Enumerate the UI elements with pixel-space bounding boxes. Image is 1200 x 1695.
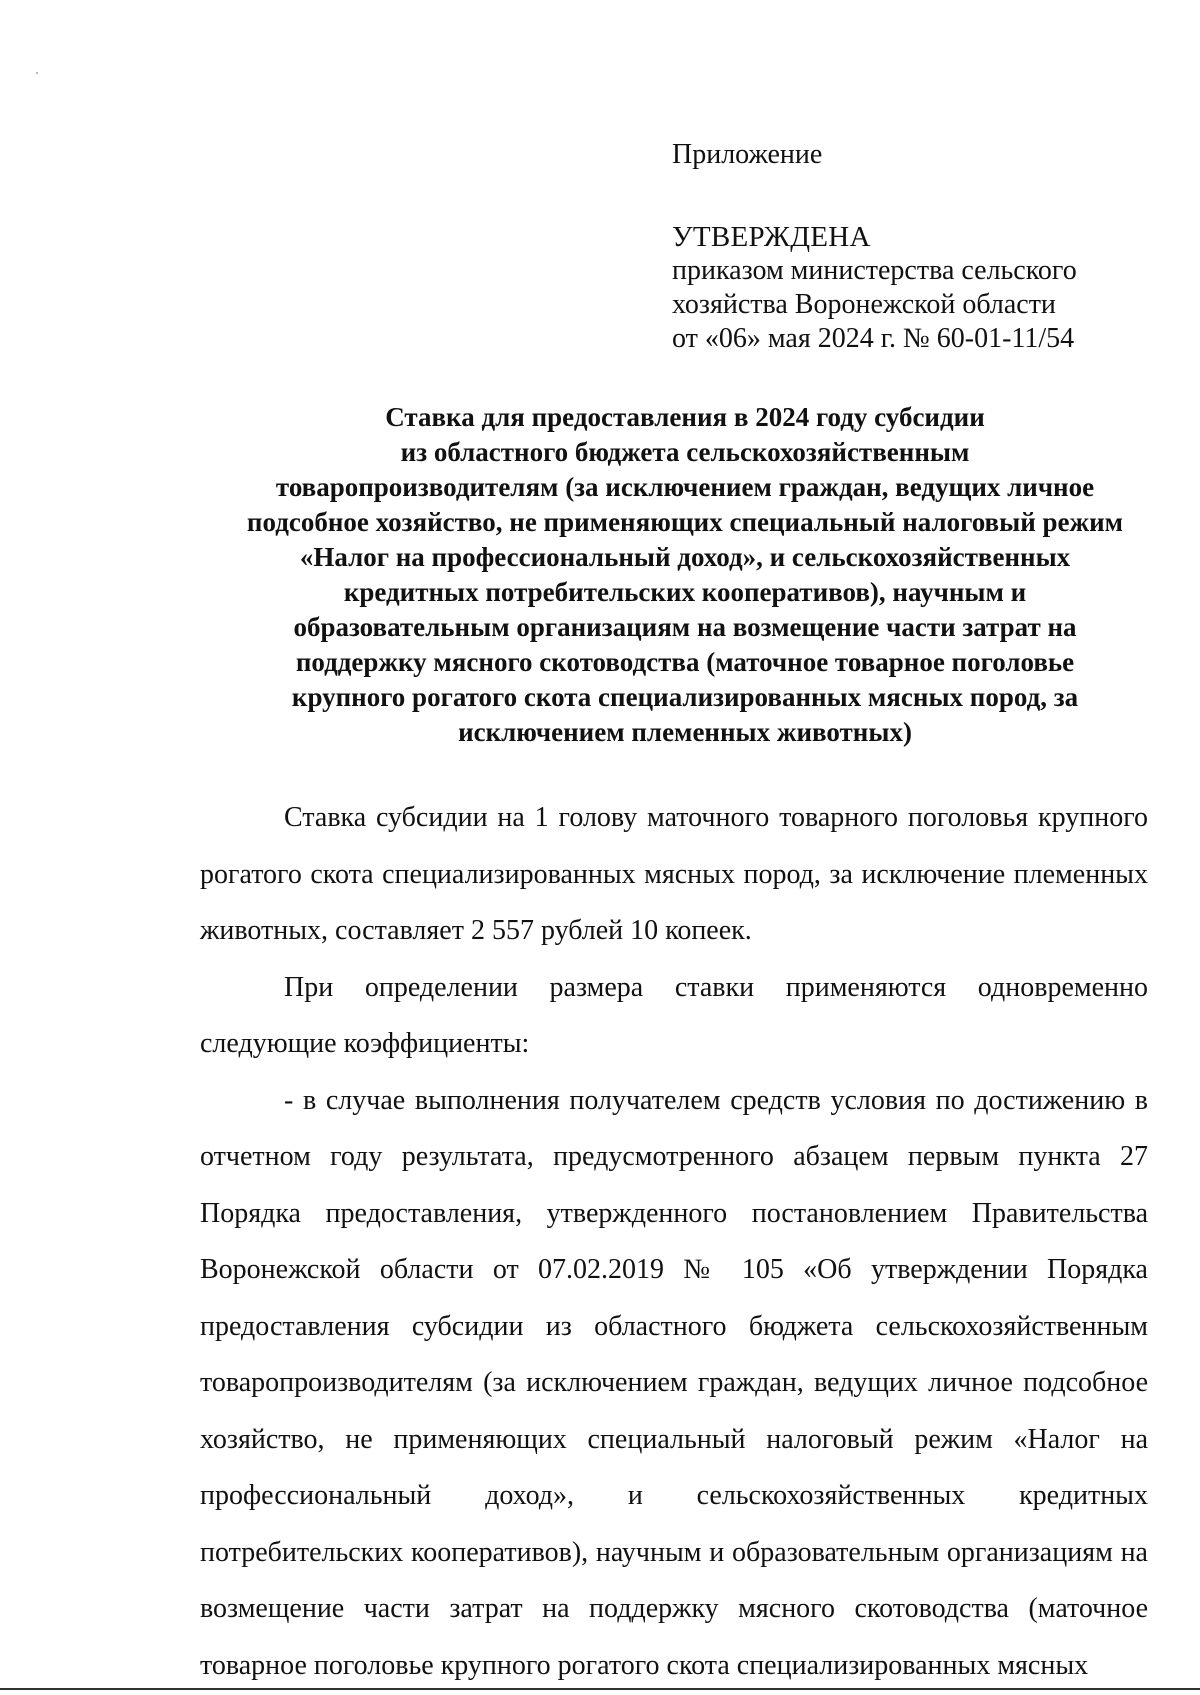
paragraph-coefficient-condition: - в случае выполнения получателем средств условия по достижению в отчетном году результата, предусмотренного абзацем первым пункта 27 Порядка предоставления, утвержденного постановлением Правительства Воронежской области от 07.02.2019 № 105 «Об утверждении Порядка предоставления субсидии из областного бюджета сельскохозяйственным товаропроизводителям (за исключением граждан, ведущих личное подсобное хозяйство, не применяющих специальный налоговый режим «Налог на профессиональный доход», и сельскохозяйственных кредитных потребительских кооперативов), научным и образовательным организациям на возмещение части затрат на поддержку мясного скотоводства (маточное товарное поголовье крупного рогатого скота специализированных мясных <box>200 1084 1148 1681</box>
title-line: кредитных потребительских кооперативов), научным и <box>343 577 1027 607</box>
paragraph-rate: Ставка субсидии на 1 голову маточного товарного поголовья крупного рогатого скота специализированных мясных пород, за исключение племенных животных, составляет 2 557 рублей 10 копеек. <box>200 802 1148 946</box>
approval-line-date: от «06» мая 2024 г. № 60-01-11/54 <box>672 323 1075 354</box>
title-line: товаропроизводителям (за исключением граждан, ведущих личное <box>275 472 1095 502</box>
title-line: крупного рогатого скота специализированных мясных пород, за <box>291 682 1079 712</box>
scan-speck <box>36 72 38 74</box>
approved-label: УТВЕРЖДЕНА <box>672 221 871 253</box>
appendix-label: Приложение <box>672 139 823 170</box>
title-line: исключением племенных животных) <box>458 717 912 747</box>
approval-line-order: приказом министерства сельского <box>672 255 1077 286</box>
title-line: поддержку мясного скотоводства (маточное товарное поголовье <box>295 647 1075 677</box>
bottom-edge-line <box>0 1688 1200 1690</box>
title-line: из областного бюджета сельскохозяйственным <box>400 437 970 467</box>
document-body <box>200 790 1148 1694</box>
approval-block <box>672 138 1152 356</box>
title-line: «Налог на профессиональный доход», и сельскохозяйственных <box>299 542 1071 572</box>
paragraph-coefficients-intro: При определении размера ставки применяются одновременно следующие коэффициенты: <box>200 971 1148 1059</box>
approval-line-ministry: хозяйства Воронежской области <box>672 289 1056 320</box>
document-title <box>195 400 1175 750</box>
title-line: Ставка для предоставления в 2024 году субсидии <box>385 402 985 432</box>
title-line: образовательным организациям на возмещение части затрат на <box>293 612 1077 642</box>
title-line: подсобное хозяйство, не применяющих специальный налоговый режим <box>246 507 1124 537</box>
